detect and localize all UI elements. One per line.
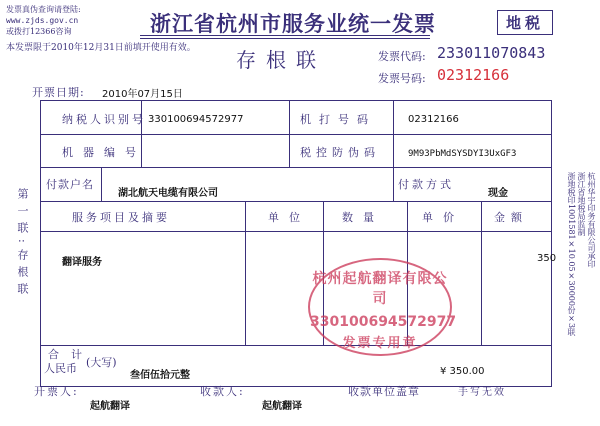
supervisor: 浙江省地税局监制 — [577, 172, 586, 236]
issuer-value: 起航翻译 — [90, 401, 130, 412]
invoice-title: 浙江省杭州市服务业统一发票 — [150, 11, 436, 36]
total-label: 合计 — [48, 348, 94, 361]
invoice-number-value: 02312166 — [437, 66, 510, 84]
seal-number: 330100694572977 — [310, 314, 457, 330]
payer-value: 湖北航天电缆有限公司 — [118, 188, 218, 199]
verify-website[interactable]: www.zjds.gov.cn — [6, 16, 79, 25]
title-underline-2 — [140, 38, 430, 39]
printer: 杭州华宇印务有限公司承印 — [587, 172, 596, 268]
machine-print-value: 02312166 — [408, 114, 459, 125]
taxpayer-id-value: 330100694572977 — [148, 114, 244, 125]
anti-fake-label: 税控防伪码 — [300, 146, 380, 159]
row-line-4 — [41, 231, 551, 232]
col-line-unit — [245, 201, 246, 345]
validity-notice: 本发票限于2010年12月31日前填开使用有效。 — [6, 43, 196, 53]
payer-label: 付款户名 — [46, 178, 94, 191]
col-amount-header: 金额 — [494, 211, 528, 224]
col-line-c — [393, 101, 394, 167]
payee-value: 起航翻译 — [262, 401, 302, 412]
col-price-header: 单价 — [422, 211, 464, 224]
seal-company: 杭州起航翻译有限公司 — [312, 271, 448, 307]
col-line-amount — [481, 201, 482, 345]
printing-spec: 浙地税印1001581×10.05×30000份×3联 — [567, 172, 576, 337]
seal-label: 收款单位盖章 — [348, 385, 420, 398]
total-amount-value: ¥ 350.00 — [440, 366, 485, 377]
invoice-subtitle: 存根联 — [236, 48, 326, 72]
seal-type: 发票专用章 — [342, 336, 418, 351]
payee-label: 收款人: — [200, 385, 245, 398]
col-line-paymethod — [393, 167, 394, 201]
tax-type-box: 地税 — [497, 10, 553, 35]
item-amount: 350 — [537, 253, 557, 264]
col-qty-header: 数量 — [342, 211, 384, 224]
machine-print-label: 机打号码 — [300, 113, 376, 126]
company-seal — [308, 258, 457, 356]
col-line-payer — [101, 167, 102, 201]
issue-date-label: 开票日期: — [32, 86, 85, 99]
invoice-code-label: 发票代码: — [378, 50, 426, 63]
invoice-number-label: 发票号码: — [378, 72, 426, 85]
item-name: 翻译服务 — [62, 257, 102, 268]
row-line-5 — [41, 345, 551, 346]
col-unit-header: 单位 — [268, 211, 310, 224]
title-underline — [140, 35, 430, 36]
upper-label: (大写) — [86, 356, 117, 369]
issue-date-value: 2010年07月15日 — [102, 89, 183, 100]
handwritten-void-note: 手写无效 — [458, 387, 506, 398]
row-line-2 — [41, 167, 551, 168]
verify-hint: 发票真伪查询请登陆: — [6, 5, 81, 14]
row-line-3 — [41, 201, 551, 202]
taxpayer-id-label: 纳税人识别号 — [62, 113, 146, 126]
anti-fake-value: 9M93PbMdSYSDYI3UxGF3 — [408, 149, 517, 159]
total-upper-value: 叁佰伍拾元整 — [130, 370, 190, 381]
machine-no-label: 机器编号 — [62, 146, 146, 159]
copy-label: 第一联:存根联 — [16, 188, 29, 300]
row-line-1 — [41, 134, 551, 135]
verify-hotline: 或拨打12366咨询 — [6, 27, 72, 36]
col-item-header: 服务项目及摘要 — [72, 211, 170, 224]
issuer-label: 开票人: — [34, 385, 79, 398]
payment-method-label: 付款方式 — [398, 178, 454, 191]
col-line-b — [289, 101, 290, 167]
rmb-label: 人民币 — [44, 362, 77, 375]
payment-method-value: 现金 — [488, 188, 508, 199]
invoice-code-value: 233011070843 — [437, 44, 546, 62]
